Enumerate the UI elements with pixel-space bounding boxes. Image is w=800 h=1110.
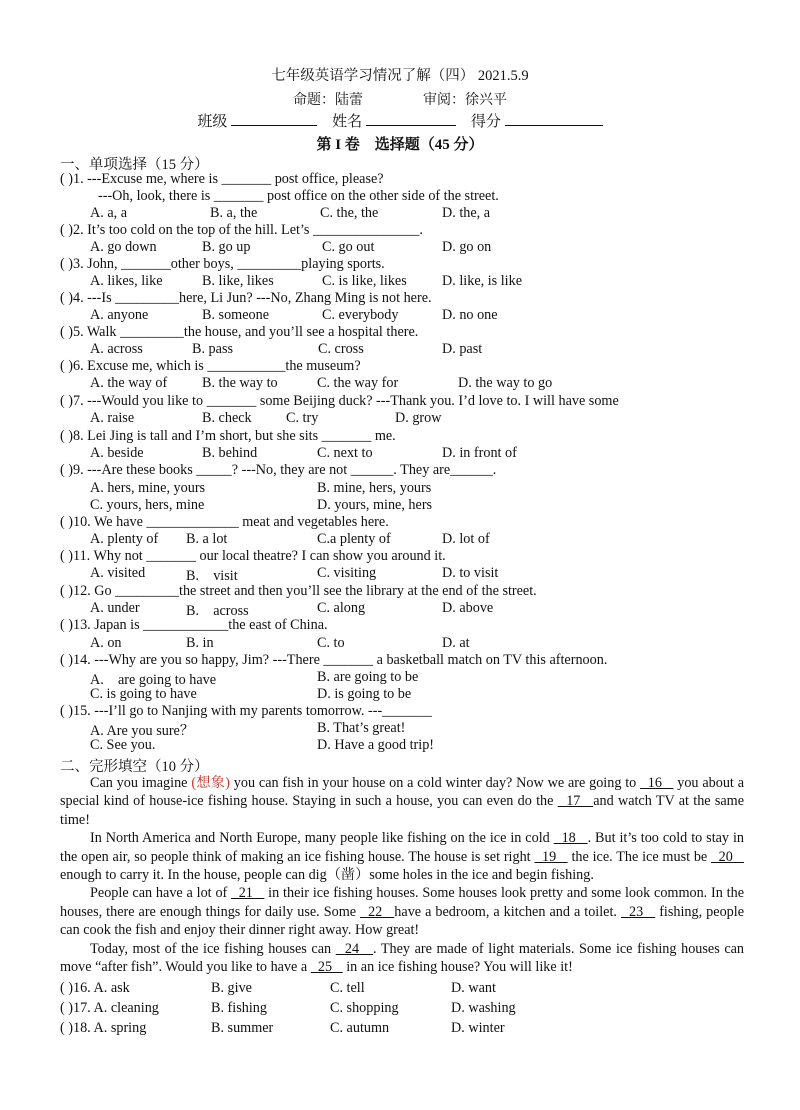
- option-d[interactable]: D. washing: [451, 1000, 516, 1016]
- question-1: ( )1. ---Excuse me, where is _______ post office, please?: [60, 171, 384, 187]
- section1-heading: 一、单项选择（15 分）: [60, 157, 209, 173]
- question-10: ( )10. We have _____________ meat and vegetables here.: [60, 514, 389, 530]
- option-b[interactable]: B. check: [202, 410, 252, 426]
- option-d[interactable]: D. grow: [395, 410, 442, 426]
- option-b[interactable]: B. visit: [186, 568, 238, 584]
- question-8: ( )8. Lei Jing is tall and I’m short, but she sits _______ me.: [60, 428, 396, 444]
- option-d[interactable]: D. the, a: [442, 205, 491, 221]
- part-title: 第 I 卷 选择题（45 分）: [316, 137, 484, 153]
- question-11: ( )11. Why not _______ our local theatre? I can show you around it.: [60, 548, 446, 564]
- question-3: ( )3. John, _______other boys, _________playing sports.: [60, 256, 385, 272]
- question-5: ( )5. Walk _________the house, and you’ll see a hospital there.: [60, 324, 419, 340]
- exam-credits: [0, 89, 800, 109]
- cloze-passage: [60, 774, 744, 976]
- option-d[interactable]: D. want: [451, 980, 496, 996]
- option-a[interactable]: A. are going to have: [90, 672, 217, 688]
- option-b[interactable]: B. in: [186, 635, 214, 651]
- option-b[interactable]: B. a, the: [210, 205, 258, 221]
- option-b[interactable]: B. across: [186, 603, 249, 619]
- setter-label: 命题：陆蕾: [293, 93, 363, 108]
- class-label: 班级: [197, 114, 228, 130]
- option-a[interactable]: A. on: [90, 635, 122, 651]
- option-d[interactable]: D. the way to go: [458, 375, 553, 391]
- option-c[interactable]: C. try: [286, 410, 319, 426]
- cloze-paragraph-2: In North America and North Europe, many people like fishing on the ice in cold 18 . But it’s too cold to stay in the open air, so people think of making an ice fishing house. The house is set right 19 the ice. The ice must be 20 enough to carry it. In the house, people can dig（凿）some holes in the ice and begin fishing.: [60, 830, 745, 884]
- note-imagine: (想象): [191, 775, 230, 791]
- option-c[interactable]: C. yours, hers, mine: [90, 497, 205, 513]
- blank-23[interactable]: 23: [620, 903, 656, 920]
- option-d[interactable]: D. go on: [442, 239, 492, 255]
- question-9: ( )9. ---Are these books _____? ---No, they are not ______. They are______.: [60, 462, 497, 478]
- option-b[interactable]: B. like, likes: [202, 273, 274, 289]
- option-a[interactable]: A. plenty of: [90, 531, 159, 547]
- option-d[interactable]: D. like, is like: [442, 273, 522, 289]
- exam-title: 七年级英语学习情况了解（四） 2021.5.9: [271, 68, 529, 84]
- cloze-paragraph-4: Today, most of the ice fishing houses can 24 . They are made of light materials. Some ice fishing houses can move “after fish”. Would you like to have a 25 in an ice fishing house? You will like it!: [60, 940, 745, 976]
- question-7: ( )7. ---Would you like to _______ some Beijing duck? ---Thank you. I’d love to. I will have some: [60, 393, 619, 409]
- option-c[interactable]: C. shopping: [330, 1000, 399, 1016]
- blank-17[interactable]: 17: [557, 793, 594, 810]
- option-d[interactable]: D. past: [442, 341, 483, 357]
- option-c[interactable]: C.a plenty of: [317, 531, 391, 547]
- option-d[interactable]: D. is going to be: [317, 686, 412, 702]
- score-blank[interactable]: [505, 111, 603, 126]
- option-a[interactable]: A. anyone: [90, 307, 149, 323]
- option-d[interactable]: D. lot of: [442, 531, 490, 547]
- question-4: ( )4. ---Is _________here, Li Jun? ---No, Zhang Ming is not here.: [60, 290, 432, 306]
- name-blank[interactable]: [366, 111, 456, 126]
- option-b[interactable]: B. the way to: [202, 375, 278, 391]
- option-a[interactable]: A. visited: [90, 565, 146, 581]
- section2-heading: 二、完形填空（10 分）: [60, 759, 209, 775]
- blank-22[interactable]: 22: [360, 903, 395, 920]
- option-d[interactable]: D. to visit: [442, 565, 499, 581]
- option-d[interactable]: D. winter: [451, 1020, 505, 1036]
- option-d[interactable]: D. at: [442, 635, 470, 651]
- cloze-paragraph-1: Can you imagine (想象) you can fish in your house on a cold winter day? Now we are going to 16 you about a special kind of house-ice fishing house. Staying in such a house, you can even do the 17 and watch TV at the same time!: [60, 775, 745, 828]
- option-b[interactable]: B. are going to be: [317, 669, 419, 685]
- question-13: ( )13. Japan is ____________the east of China.: [60, 617, 328, 633]
- option-c[interactable]: C. next to: [317, 445, 373, 461]
- option-d[interactable]: D. above: [442, 600, 494, 616]
- option-c[interactable]: C. tell: [330, 980, 365, 996]
- question-18-option-a[interactable]: ( )18. A. spring: [60, 1020, 147, 1036]
- blank-21[interactable]: 21: [231, 885, 265, 902]
- option-d[interactable]: D. no one: [442, 307, 498, 323]
- option-b[interactable]: B. fishing: [211, 1000, 267, 1016]
- option-a[interactable]: A. the way of: [90, 375, 168, 391]
- question-16-option-a[interactable]: ( )16. A. ask: [60, 980, 130, 996]
- cloze-paragraph-3: People can have a lot of 21 in their ice fishing houses. Some houses look pretty and some look common. In the houses, there are enough things for daily use. Some 22 have a bedroom, a kitchen and a toilet. 23 fishing, people can cook the fish and enjoy their dinner right away. How great!: [60, 885, 745, 939]
- reviewer-label: 审阅：徐兴平: [423, 93, 507, 108]
- name-label: 姓名: [332, 114, 363, 130]
- option-b[interactable]: B. a lot: [186, 531, 228, 547]
- option-a[interactable]: A. hers, mine, yours: [90, 480, 206, 496]
- option-a[interactable]: A. Are you sure？: [90, 723, 195, 739]
- question-14: ( )14. ---Why are you so happy, Jim? ---There _______ a basketball match on TV this afternoon.: [60, 652, 608, 668]
- option-b[interactable]: B. summer: [211, 1020, 274, 1036]
- question-12: ( )12. Go _________the street and then you’ll see the library at the end of the street.: [60, 583, 537, 599]
- blank-16[interactable]: 16: [640, 775, 674, 791]
- option-c[interactable]: C. See you.: [90, 737, 156, 753]
- option-b[interactable]: B. give: [211, 980, 252, 996]
- blank-20[interactable]: 20: [711, 848, 745, 865]
- option-c[interactable]: C. to: [317, 635, 345, 651]
- option-a[interactable]: A. under: [90, 600, 140, 616]
- option-b[interactable]: B. go up: [202, 239, 251, 255]
- option-a[interactable]: A. raise: [90, 410, 135, 426]
- question-1-line2: ---Oh, look, there is _______ post office on the other side of the street.: [98, 188, 499, 204]
- option-d[interactable]: D. in front of: [442, 445, 517, 461]
- option-b[interactable]: B. mine, hers, yours: [317, 480, 432, 496]
- option-c[interactable]: C. visiting: [317, 565, 377, 581]
- option-c[interactable]: C. is going to have: [90, 686, 197, 702]
- option-c[interactable]: C. is like, likes: [322, 273, 407, 289]
- option-c[interactable]: C. autumn: [330, 1020, 390, 1036]
- option-c[interactable]: C. cross: [318, 341, 364, 357]
- option-c[interactable]: C. the, the: [320, 205, 379, 221]
- blank-24[interactable]: 24: [335, 940, 373, 957]
- blank-25[interactable]: 25: [310, 959, 343, 976]
- class-blank[interactable]: [231, 111, 317, 126]
- option-b[interactable]: B. someone: [202, 307, 269, 323]
- option-c[interactable]: C. the way for: [317, 375, 399, 391]
- score-label: 得分: [470, 114, 501, 130]
- option-d[interactable]: D. yours, mine, hers: [317, 497, 433, 513]
- option-c[interactable]: C. along: [317, 600, 366, 616]
- option-a[interactable]: A. across: [90, 341, 143, 357]
- option-d[interactable]: D. Have a good trip!: [317, 737, 435, 753]
- option-b[interactable]: B. behind: [202, 445, 258, 461]
- option-a[interactable]: A. likes, like: [90, 273, 163, 289]
- option-a[interactable]: A. beside: [90, 445, 144, 461]
- option-b[interactable]: B. That’s great!: [317, 720, 406, 736]
- option-a[interactable]: A. go down: [90, 239, 157, 255]
- question-6: ( )6. Excuse me, which is ___________the museum?: [60, 358, 361, 374]
- question-2: ( )2. It’s too cold on the top of the hill. Let’s _______________.: [60, 222, 423, 238]
- blank-18[interactable]: 18: [553, 830, 588, 847]
- option-b[interactable]: B. pass: [192, 341, 233, 357]
- question-17-option-a[interactable]: ( )17. A. cleaning: [60, 1000, 159, 1016]
- option-c[interactable]: C. everybody: [322, 307, 399, 323]
- option-a[interactable]: A. a, a: [90, 205, 128, 221]
- question-15: ( )15. ---I’ll go to Nanjing with my parents tomorrow. ---_______: [60, 703, 432, 719]
- student-info-line: [0, 110, 800, 131]
- option-c[interactable]: C. go out: [322, 239, 375, 255]
- blank-19[interactable]: 19: [534, 848, 568, 865]
